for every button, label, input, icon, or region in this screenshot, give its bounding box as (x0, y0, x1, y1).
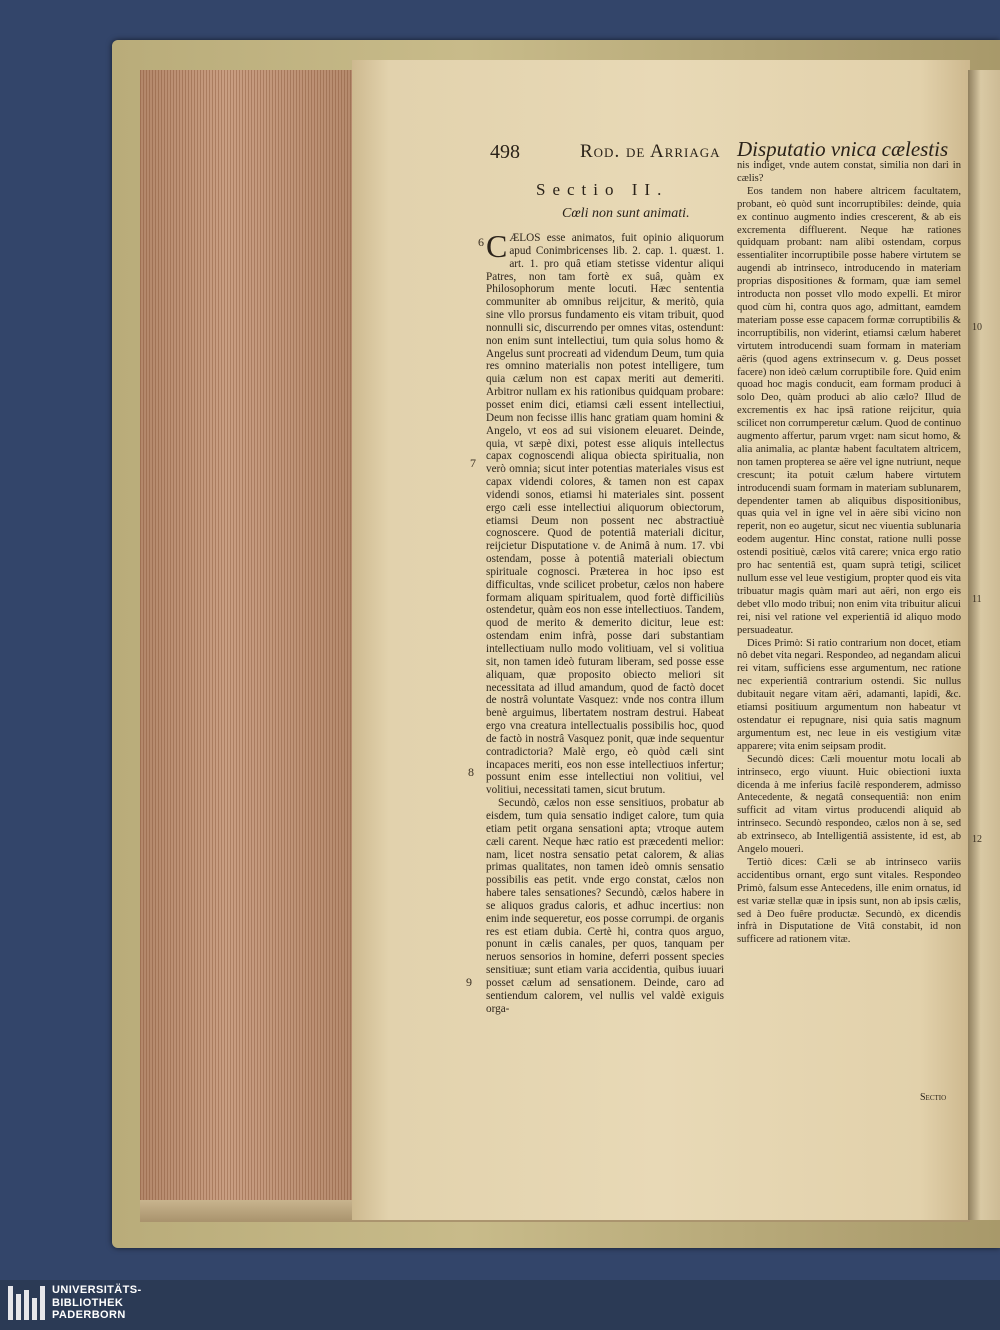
left-column (486, 228, 724, 1015)
margin-number: 10 (972, 322, 982, 333)
paragraph: Secundò dices: Cæli mouentur motu locali ab intrinseco, ergo viuunt. Huic obiectioni iuxta dicenda à me inferius facilè responderem, admisso Antecedente, & negatâ consequentiâ: non enim sufficit ad vitam virtus producendi aliquid ab intrinseco. Secundò respondeo, cælos non à se, sed ab extrinseco, ab Intelligentiâ assistente, id est, ab Angelo moueri. (737, 753, 961, 856)
page-edges (140, 70, 355, 1220)
page-number: 498 (490, 141, 520, 163)
running-title: Disputatio vnica cælestis (737, 137, 949, 161)
paragraph-text: ÆLOS esse animatos, fuit opinio aliquorum apud Conimbricenses lib. 2. cap. 1. quæst. 1. art. 1. pro quâ etiam stetisse videntur aliqui Patres, non tam fortè ex suâ, quàm ex Philosophorum mente locuti. Hæc sententia communiter ab omnibus reijcitur, & meritò, quia sine vllo prorsus fundamento eis vitam tribuit, quod nonnulli sic, discurrendo per omnes vitas, ostendunt: non enim sunt intellectiui, tum quia solus homo & Angelus sunt procreati ad videndum Deum, tum quia res omnino materialis non potest intelligere, tum quia cælum non est capax meriti aut demeriti. Arbitror nullam ex his rationibus quidquam probare: posset enim dici, etiamsi cæli essent intellectiui, Deum non fecisse illis hanc gratiam quam homini & Angelo, vt eos ad sui visionem eleuaret. Deinde, quia, vt sæpè dixi, potest esse aliquis intellectus capax cognoscendi aliqua obiecta spiritualia, non verò omnia; sicut inter potentias materiales visus est capax videndi colores, & tamen non est capax videndi sonos, etiamsi hi materiales sint. possent ergo cæli esse intellectiui aliquorum obiectorum, etiamsi Deum non possent nec abstractiuè cognoscere. Quod de potentiâ materiali dicitur, reijcietur Disputatione v. de Animâ à num. 17. vbi ostendam, posse à potentiâ materiali obiectum spirituale cognosci. Præterea in hoc ipso est difficultas, vnde scilicet probetur, cælos non habere formam aliquam spiritualem, quod fortè difficiliùs ostendetur, quàm eos non esse intellectiuos. Tandem, quod de merito & demerito dicitur, leue est: ostendam enim infrà, posse dari substantiam intellectiuam nullo modo volitiuam, vel si volitiua sit, non tamen ideò futuram liberam, sed posse esse aliquam, quæ proposito obiecto meliori sit necessitata ad illud amandum, quod de factò docet de nostrâ voluntate Vasquez: vnde nos contra illum benè arguimus, libertatem nostram destrui. Habeat ergo vna creatura intellectualis possibilis hoc, quod de factò in nostrâ Vasquez ponit, quæ inde sequentur contradictoria? Malè ergo, eò quòd cæli sint incapaces meriti, eos non esse intellectiuos infertur; possunt enim esse intellectiui non volitiui, vel volitiui, necessitati tamen, sicut brutum. (486, 232, 724, 797)
library-footer (0, 1280, 1000, 1330)
margin-number: 8 (468, 765, 474, 779)
paragraph: nis indiget, vnde autem constat, similia non dari in cælis? (737, 160, 961, 184)
paragraph: Secundò, cælos non esse sensitiuos, probatur ab eisdem, tum quia sensatio indiget calore, tum quia etiam petit organa sensationi apta; vtroque autem cæli carent. Neque hæc ratio est præcedenti melior: nam, licet nostra sensatio petat calorem, & alias primas qualitates, non tamen ideò omnis sensatio possibilis eas petit. vnde ergo constat, cælos non habere tales sensationes? Secundò, cælos habere in se aliquos gradus caloris, et adhuc incertius: non enim inde sequeretur, eos posse corrumpi. de organis res est etiam dubia. Certè hi, contra quos arguo, ponunt in cælis canales, per quos, tanquam per neruos sensorios in homine, deferri possent species sensitiuæ; sunt etiam varia accidentia, quibus iuuari posset cælum ad sensationem. Deinde, caro ad sentiendum calorem, vel nullis vel valdè exiguis orga- (486, 797, 724, 1015)
library-name-line: UNIVERSITÄTS- (52, 1284, 142, 1296)
right-column (737, 160, 961, 947)
library-name-line: BIBLIOTHEK (52, 1296, 124, 1309)
section-title: Sectio II. (536, 180, 669, 199)
margin-number: 9 (466, 975, 472, 989)
section-subtitle: Cœli non sunt animati. (562, 206, 690, 221)
paragraph: Tertiò dices: Cæli se ab intrinseco variis accidentibus ornant, ergo sunt vitales. Respondeo Primò, falsum esse Antecedens, ille enim ornatus, id est variæ stellæ quæ in ipsis sunt, non ab ipsis cælis, sed à Deo fuêre productæ. Secundò, ex dicendis infrà in Disputatione de Vitâ constabit, id non sufficere ad rationem vitæ. (737, 856, 961, 946)
margin-number: 11 (972, 594, 982, 605)
margin-number: 6 (478, 235, 484, 249)
library-name (52, 1284, 142, 1322)
library-name-line: PADERBORN (52, 1309, 126, 1321)
margin-number: 12 (972, 834, 982, 845)
catchword: Sectio (920, 1092, 947, 1103)
margin-number: 7 (470, 456, 476, 470)
facing-page-edge (968, 70, 1000, 1220)
drop-capital: C (486, 228, 508, 264)
library-logo-icon (8, 1286, 48, 1322)
paragraph (486, 228, 724, 797)
paragraph: Eos tandem non habere altricem facultatem, probant, eò quòd sunt incorruptibiles: deinde, quia ex continuo augmento indies crescerent, & ab eis excrementa diffluerent. Neque hæ rationes quidquam probant: nam alibi ostendam, corpus essentialiter incorruptibile posse habere virtutem se augendi ab intrinseco, introducendo in materiam proprias dispositiones & formam, quæ iam semel introducta non posset vllo modo expelli. Et miror quod cùm hi, contra quos ago, admittant, eamdem materiam posse esse capacem formæ corruptibilis & incorruptibilis, non viderint, etiamsi cælum haberet virtutem introducendi suam formam in materiam aëris (quod agens extrinsecum v. g. Deus posset facere) non ideò cælum corruptibile fore. Quid enim quoad hoc magis conducit, eam formam produci à solo Deo, quàm produci ab alio cælo? Illud de excrementis ex hac ipsâ ratione reijcitur, quia scilicet non corrumperetur cælum. Quod de continuo augmento affertur, parum vrget: nam sicut homo, & alia animalia, ac plantæ habent facultatem altricem, non tamen propterea se aëre vel igne nutriunt, neque crescunt; ita potuit cælum habere virtutem introducendi suam formam in materiam sublunarem, dependenter tamen ab aliquibus dispositionibus, quas quia vel in igne vel in aëre sibi vicino non reperit, non eo augetur, sicut nec viuentia sublunaria eodem augentur. Hinc constat, ratione nulli posse ostendi positiuè, cælos vitâ carere; vnica ergo ratio pro hac sententiâ est, quam suprà tetigi, scilicet nullum esse vel leue vestigium, propter quod eis vita tribuatur magis quàm mari aut aëri, non ergo eis debet vllo modo tribui; non enim vita tribuitur alicui rei, nisi vel ratione vel experientiâ id aliquo modo persuadeatur. (737, 185, 961, 636)
paragraph: Dices Primò: Si ratio contrarium non docet, etiam nô debet vita negari. Respondeo, ad negandam alicui rei vitam, sufficiens esse argumentum, nec ratione nec experientiâ contrarium ostendi. Sic nullus dubitauit negare vitam aëri, adamanti, lapidi, &c. etiamsi positiuum argumentum non habeatur vt ostendatur ei repugnare, nisi quia satis magnum argumentum est, nec leue in eis vestigium vitæ apparere; vita enim seipsam prodit. (737, 637, 961, 752)
running-author: Rod. de Arriaga (580, 141, 721, 162)
